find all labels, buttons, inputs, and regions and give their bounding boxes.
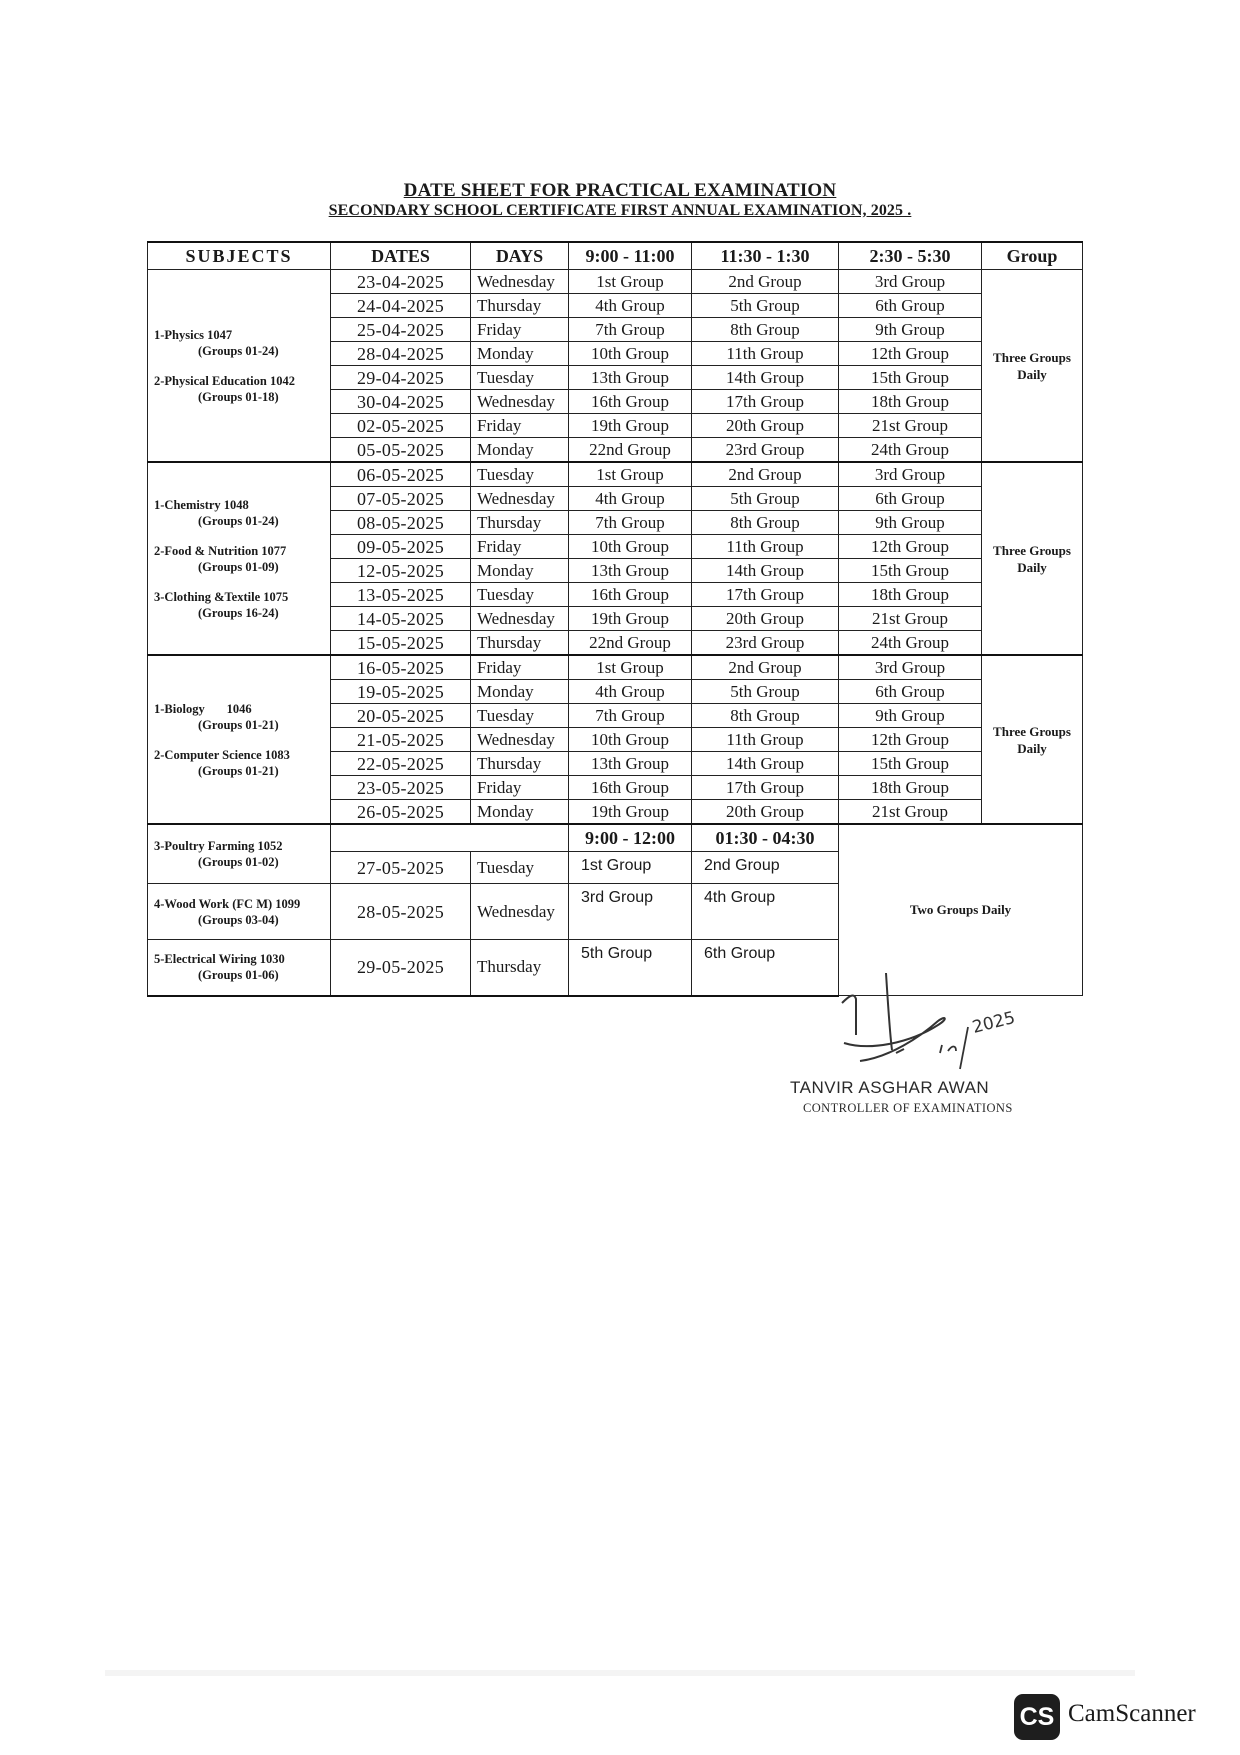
slot-1-cell: 13th Group: [569, 559, 692, 583]
date-cell: 24-04-2025: [331, 294, 471, 318]
group-note: Three Groups Daily: [982, 655, 1083, 824]
slot-2-cell: 20th Group: [692, 414, 839, 438]
slot-1-cell: 4th Group: [569, 487, 692, 511]
day-cell: Friday: [471, 535, 569, 559]
slot-3-cell: 21st Group: [839, 414, 982, 438]
subject-groups: (Groups 16-24): [198, 605, 279, 620]
slot-3-cell: 3rd Group: [839, 655, 982, 680]
slot-3-cell: 12th Group: [839, 535, 982, 559]
slot-1-cell: 7th Group: [569, 704, 692, 728]
slot-2-cell: 14th Group: [692, 559, 839, 583]
slot-1-cell: 13th Group: [569, 366, 692, 390]
slot-3-cell: 21st Group: [839, 607, 982, 631]
slot-1-cell: 7th Group: [569, 511, 692, 535]
date-cell: 19-05-2025: [331, 680, 471, 704]
slot-2-cell: 11th Group: [692, 728, 839, 752]
header-subjects: SUBJECTS: [148, 242, 331, 270]
header-row: [148, 242, 1083, 270]
date-cell: 23-04-2025: [331, 270, 471, 294]
date-cell: 23-05-2025: [331, 776, 471, 800]
day-cell: Wednesday: [471, 884, 569, 940]
date-cell: 15-05-2025: [331, 631, 471, 656]
subject-name: 3-Clothing &Textile 1075: [154, 589, 289, 604]
date-cell: 20-05-2025: [331, 704, 471, 728]
slot-3-cell: 24th Group: [839, 631, 982, 656]
slot-1-cell: 16th Group: [569, 776, 692, 800]
date-cell: 12-05-2025: [331, 559, 471, 583]
date-cell: 02-05-2025: [331, 414, 471, 438]
day-cell: Friday: [471, 655, 569, 680]
day-cell: Wednesday: [471, 270, 569, 294]
slot-3-cell: 3rd Group: [839, 270, 982, 294]
slot-3-cell: 18th Group: [839, 390, 982, 414]
day-cell: Thursday: [471, 631, 569, 656]
slot-1-cell: 19th Group: [569, 800, 692, 825]
camscanner-logo-icon: CS: [1014, 1694, 1060, 1740]
slot-2-cell: 17th Group: [692, 390, 839, 414]
slot-2-cell: 2nd Group: [692, 270, 839, 294]
slot-1-cell: 19th Group: [569, 414, 692, 438]
slot-1-cell: 13th Group: [569, 752, 692, 776]
slot-3-cell: 6th Group: [839, 294, 982, 318]
slot-1-cell: 16th Group: [569, 583, 692, 607]
date-cell: 27-05-2025: [331, 852, 471, 884]
slot-2-cell: 6th Group: [692, 940, 839, 996]
subject-groups: (Groups 01-18): [198, 389, 279, 404]
slot-2-cell: 5th Group: [692, 680, 839, 704]
slot-1-cell: 10th Group: [569, 535, 692, 559]
day-cell: Tuesday: [471, 462, 569, 487]
slot-3-cell: 9th Group: [839, 318, 982, 342]
slot-3-cell: 21st Group: [839, 800, 982, 825]
subject-name: 2-Food & Nutrition 1077: [154, 543, 287, 558]
slot-2-cell: 23rd Group: [692, 631, 839, 656]
slot-1-cell: 22nd Group: [569, 631, 692, 656]
slot-3-cell: 15th Group: [839, 366, 982, 390]
day-cell: Thursday: [471, 940, 569, 996]
date-cell: 30-04-2025: [331, 390, 471, 414]
group-note: Two Groups Daily: [839, 824, 1083, 996]
slot-2-cell: 2nd Group: [692, 655, 839, 680]
subject-name: 2-Physical Education 1042: [154, 373, 295, 388]
slot-2-cell: 5th Group: [692, 294, 839, 318]
day-cell: Tuesday: [471, 583, 569, 607]
signature-mark: [830, 965, 1050, 1085]
subject-groups: (Groups 03-04): [198, 912, 279, 927]
day-cell: Monday: [471, 342, 569, 366]
slot-3-cell: 24th Group: [839, 438, 982, 463]
slot-1-cell: 22nd Group: [569, 438, 692, 463]
sub-header-slot-1: 9:00 - 12:00: [569, 824, 692, 852]
document-subtitle: SECONDARY SCHOOL CERTIFICATE FIRST ANNUAL EXAMINATION, 2025 .: [328, 202, 912, 219]
date-cell: 28-05-2025: [331, 884, 471, 940]
date-cell: 16-05-2025: [331, 655, 471, 680]
date-cell: 26-05-2025: [331, 800, 471, 825]
slot-2-cell: 11th Group: [692, 535, 839, 559]
subject-cell: [148, 462, 331, 655]
slot-3-cell: 18th Group: [839, 776, 982, 800]
table-row: [148, 462, 1083, 487]
slot-2-cell: 5th Group: [692, 487, 839, 511]
date-cell: 07-05-2025: [331, 487, 471, 511]
subject-cell: [148, 940, 331, 996]
slot-1-cell: 3rd Group: [569, 884, 692, 940]
camscanner-watermark: CamScanner: [1068, 1700, 1196, 1727]
subject-groups: (Groups 01-24): [198, 343, 279, 358]
day-cell: Monday: [471, 680, 569, 704]
slot-1-cell: 1st Group: [569, 655, 692, 680]
slot-3-cell: 18th Group: [839, 583, 982, 607]
slot-2-cell: 8th Group: [692, 318, 839, 342]
svg-text:2025: 2025: [970, 1007, 1018, 1038]
group-note: Three Groups Daily: [982, 270, 1083, 463]
slot-3-cell: 15th Group: [839, 752, 982, 776]
subject-name: 2-Computer Science 1083: [154, 747, 290, 762]
subject-groups: (Groups 01-21): [198, 763, 279, 778]
date-cell: 29-05-2025: [331, 940, 471, 996]
subject-cell: [148, 270, 331, 463]
date-cell: 22-05-2025: [331, 752, 471, 776]
date-sheet-table: [147, 241, 1083, 997]
slot-2-cell: 8th Group: [692, 704, 839, 728]
day-cell: Thursday: [471, 294, 569, 318]
day-cell: Wednesday: [471, 487, 569, 511]
group-note: Three Groups Daily: [982, 462, 1083, 655]
subject-groups: (Groups 01-21): [198, 717, 279, 732]
slot-2-cell: 20th Group: [692, 607, 839, 631]
slot-2-cell: 23rd Group: [692, 438, 839, 463]
slot-2-cell: 2nd Group: [692, 462, 839, 487]
table-row: [148, 655, 1083, 680]
subject-name: 1-Chemistry 1048: [154, 497, 249, 512]
subject-cell: [148, 884, 331, 940]
sub-header-blank: [331, 824, 569, 852]
date-cell: 25-04-2025: [331, 318, 471, 342]
slot-2-cell: 20th Group: [692, 800, 839, 825]
day-cell: Friday: [471, 318, 569, 342]
day-cell: Wednesday: [471, 728, 569, 752]
date-cell: 13-05-2025: [331, 583, 471, 607]
slot-2-cell: 11th Group: [692, 342, 839, 366]
date-cell: 21-05-2025: [331, 728, 471, 752]
slot-1-cell: 7th Group: [569, 318, 692, 342]
subject-name: 1-Physics 1047: [154, 327, 233, 342]
header-days: DAYS: [471, 242, 569, 270]
subject-name: 1-Biology 1046: [154, 701, 252, 716]
signatory-name: TANVIR ASGHAR AWAN: [790, 1078, 990, 1097]
day-cell: Tuesday: [471, 852, 569, 884]
date-cell: 08-05-2025: [331, 511, 471, 535]
slot-2-cell: 17th Group: [692, 583, 839, 607]
header-dates: DATES: [331, 242, 471, 270]
subject-cell: [148, 655, 331, 824]
scan-shadow: [105, 1670, 1135, 1676]
slot-1-cell: 1st Group: [569, 462, 692, 487]
day-cell: Monday: [471, 800, 569, 825]
slot-1-cell: 4th Group: [569, 294, 692, 318]
slot-1-cell: 1st Group: [569, 270, 692, 294]
slot-2-cell: 17th Group: [692, 776, 839, 800]
subject-groups: (Groups 01-02): [198, 855, 279, 869]
day-cell: Wednesday: [471, 607, 569, 631]
day-cell: Friday: [471, 776, 569, 800]
date-cell: 29-04-2025: [331, 366, 471, 390]
header-slot-3: 2:30 - 5:30: [839, 242, 982, 270]
header-group: Group: [982, 242, 1083, 270]
day-cell: Tuesday: [471, 366, 569, 390]
slot-2-cell: 4th Group: [692, 884, 839, 940]
subject-groups: (Groups 01-06): [198, 968, 279, 983]
slot-1-cell: 4th Group: [569, 680, 692, 704]
sub-header-slot-2: 01:30 - 04:30: [692, 824, 839, 852]
slot-1-cell: 10th Group: [569, 728, 692, 752]
date-cell: 05-05-2025: [331, 438, 471, 463]
slot-3-cell: 9th Group: [839, 704, 982, 728]
header-slot-1: 9:00 - 11:00: [569, 242, 692, 270]
day-cell: Thursday: [471, 752, 569, 776]
date-cell: 09-05-2025: [331, 535, 471, 559]
slot-1-cell: 5th Group: [569, 940, 692, 996]
slot-1-cell: 10th Group: [569, 342, 692, 366]
sub-header-row: [148, 824, 1083, 852]
day-cell: Monday: [471, 438, 569, 463]
signatory-role: CONTROLLER OF EXAMINATIONS: [803, 1101, 1013, 1115]
slot-3-cell: 12th Group: [839, 728, 982, 752]
day-cell: Thursday: [471, 511, 569, 535]
day-cell: Monday: [471, 559, 569, 583]
slot-3-cell: 9th Group: [839, 511, 982, 535]
date-cell: 06-05-2025: [331, 462, 471, 487]
subject-groups: (Groups 01-24): [198, 513, 279, 528]
slot-2-cell: 2nd Group: [692, 852, 839, 884]
header-slot-2: 11:30 - 1:30: [692, 242, 839, 270]
table-row: [148, 270, 1083, 294]
day-cell: Tuesday: [471, 704, 569, 728]
slot-3-cell: 6th Group: [839, 680, 982, 704]
slot-3-cell: 3rd Group: [839, 462, 982, 487]
subject-groups: (Groups 01-09): [198, 559, 279, 574]
slot-1-cell: 1st Group: [569, 852, 692, 884]
slot-1-cell: 19th Group: [569, 607, 692, 631]
slot-3-cell: 6th Group: [839, 487, 982, 511]
subject-name: 4-Wood Work (FC M) 1099: [154, 896, 301, 911]
slot-2-cell: 14th Group: [692, 366, 839, 390]
subject-name: 5-Electrical Wiring 1030: [154, 952, 285, 967]
day-cell: Friday: [471, 414, 569, 438]
slot-3-cell: 12th Group: [839, 342, 982, 366]
day-cell: Wednesday: [471, 390, 569, 414]
document-title: DATE SHEET FOR PRACTICAL EXAMINATION: [403, 180, 837, 201]
date-cell: 14-05-2025: [331, 607, 471, 631]
subject-cell: [148, 824, 331, 884]
slot-2-cell: 14th Group: [692, 752, 839, 776]
slot-2-cell: 8th Group: [692, 511, 839, 535]
date-cell: 28-04-2025: [331, 342, 471, 366]
slot-3-cell: 15th Group: [839, 559, 982, 583]
subject-name: 3-Poultry Farming 1052: [154, 839, 283, 853]
slot-1-cell: 16th Group: [569, 390, 692, 414]
